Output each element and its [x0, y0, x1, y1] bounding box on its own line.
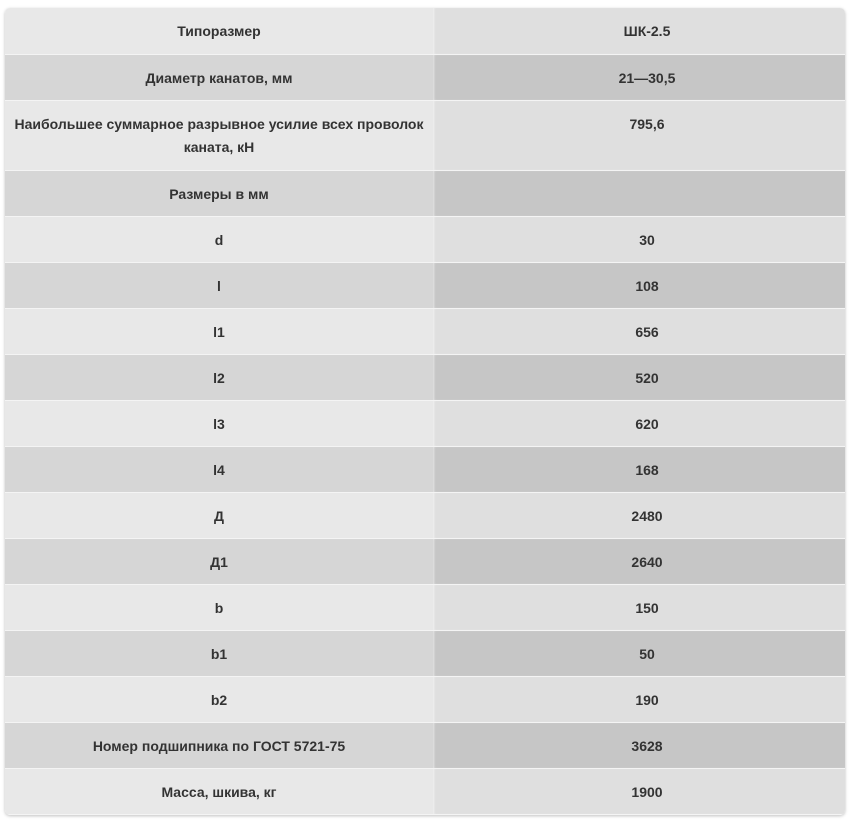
row-value: 150: [433, 584, 845, 630]
row-label: Масса, шкива, кг: [5, 768, 433, 814]
row-value: 520: [433, 354, 845, 400]
row-label: l: [5, 262, 433, 308]
table-row: [5, 400, 845, 446]
row-value: 30: [433, 216, 845, 262]
table-row: [5, 492, 845, 538]
table-row: [5, 54, 845, 100]
row-value: 795,6: [433, 100, 845, 170]
row-label: l2: [5, 354, 433, 400]
row-value: 108: [433, 262, 845, 308]
row-value: 21—30,5: [433, 54, 845, 100]
row-label: l3: [5, 400, 433, 446]
row-label: b2: [5, 676, 433, 722]
row-value: 190: [433, 676, 845, 722]
table-row: [5, 630, 845, 676]
row-label: b1: [5, 630, 433, 676]
row-label: Диаметр канатов, мм: [5, 54, 433, 100]
table-row: [5, 446, 845, 492]
table-row: [5, 262, 845, 308]
table-row: [5, 584, 845, 630]
row-value: 168: [433, 446, 845, 492]
row-label: l4: [5, 446, 433, 492]
row-value: 2480: [433, 492, 845, 538]
row-label: Д: [5, 492, 433, 538]
table-row: [5, 216, 845, 262]
row-label: l1: [5, 308, 433, 354]
row-value: 50: [433, 630, 845, 676]
row-label: b: [5, 584, 433, 630]
table-row: [5, 354, 845, 400]
table-row: [5, 676, 845, 722]
row-value: ШК-2.5: [433, 8, 845, 54]
row-value: 620: [433, 400, 845, 446]
table-row: [5, 722, 845, 768]
table-row: [5, 768, 845, 814]
table-row: [5, 538, 845, 584]
table-row: [5, 308, 845, 354]
row-value: 2640: [433, 538, 845, 584]
row-label: Номер подшипника по ГОСТ 5721-75: [5, 722, 433, 768]
specs-table: [5, 8, 845, 815]
row-label: Наибольшее суммарное разрывное усилие всех проволок каната, кН: [5, 100, 433, 170]
specs-table-container: [5, 8, 845, 815]
table-row: [5, 100, 845, 170]
row-value: 1900: [433, 768, 845, 814]
row-label: Размеры в мм: [5, 170, 433, 216]
row-value: 656: [433, 308, 845, 354]
row-value: 3628: [433, 722, 845, 768]
row-label: d: [5, 216, 433, 262]
row-value: [433, 170, 845, 216]
row-label: Д1: [5, 538, 433, 584]
table-row: [5, 170, 845, 216]
row-label: Типоразмер: [5, 8, 433, 54]
table-row: [5, 8, 845, 54]
